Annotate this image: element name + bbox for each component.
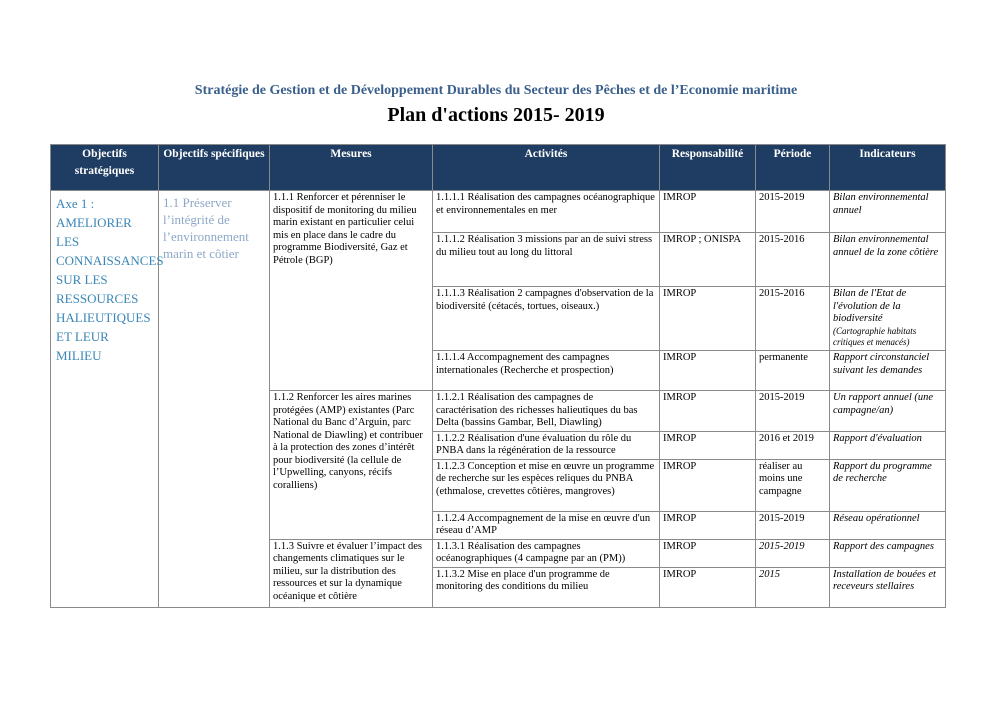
periode-cell: 2015-2019 [756, 191, 830, 233]
mesure-cell: 1.1.1 Renforcer et pérenniser le dispositif de monitoring du milieu marin existant en particulier celui mis en place dans le cadre du programme Biodiversité, Gaz et Pétrole (BGP) [270, 191, 433, 391]
activite-cell: 1.1.1.2 Réalisation 3 missions par an de suivi stress du milieu tout au long du littoral [433, 233, 660, 287]
header-periode: Période [756, 145, 830, 191]
responsabilite-cell: IMROP [660, 191, 756, 233]
periode-cell: 2015-2016 [756, 233, 830, 287]
header-indicateurs: Indicateurs [830, 145, 946, 191]
indicateur-cell [830, 287, 946, 351]
indicateur-cell: Rapport circonstanciel suivant les demandes [830, 351, 946, 391]
periode-cell: 2016 et 2019 [756, 431, 830, 459]
activite-cell: 1.1.1.1 Réalisation des campagnes océanographique et environnementales en mer [433, 191, 660, 233]
activite-cell: 1.1.1.4 Accompagnement des campagnes internationales (Recherche et prospection) [433, 351, 660, 391]
activite-cell: 1.1.2.1 Réalisation des campagnes de caractérisation des richesses halieutiques du bas Delta (bassins Gambar, Bell, Diawling) [433, 391, 660, 432]
periode-cell: réaliser au moins une campagne [756, 459, 830, 511]
indicateur-text: Bilan de l'Etat de l'évolution de la biodiversité [833, 288, 907, 324]
action-plan-table [50, 144, 946, 608]
periode-cell: 2015-2019 [756, 391, 830, 432]
indicateur-cell: Réseau opérationnel [830, 511, 946, 539]
document-subtitle: Stratégie de Gestion et de Développement Durables du Secteur des Pêches et de l’Economie maritime [194, 83, 798, 98]
activite-cell: 1.1.2.2 Réalisation d'une évaluation du rôle du PNBA dans la régénération de la ressource [433, 431, 660, 459]
activite-cell: 1.1.3.1 Réalisation des campagnes océanographiques (4 campagne par an (PM)) [433, 539, 660, 567]
periode-cell: 2015-2019 [756, 511, 830, 539]
indicateur-cell: Rapport d'évaluation [830, 431, 946, 459]
header-objectifs-strategiques: Objectifs stratégiques [51, 145, 159, 191]
table-header-row [51, 145, 946, 191]
responsabilite-cell: IMROP [660, 391, 756, 432]
indicateur-cell: Rapport du programme de recherche [830, 459, 946, 511]
strategic-objective-cell: Axe 1 : AMELIORER LES CONNAISSANCES SUR LES RESSOURCES HALIEUTIQUES ET LEUR MILIEU [51, 191, 159, 608]
responsabilite-cell: IMROP [660, 431, 756, 459]
responsabilite-cell: IMROP [660, 539, 756, 567]
activite-cell: 1.1.2.3 Conception et mise en œuvre un programme de recherche sur les espèces reliques du PNBA (ethmalose, crevettes côtières, mangroves) [433, 459, 660, 511]
header-mesures: Mesures [270, 145, 433, 191]
header-activites: Activités [433, 145, 660, 191]
header-objectifs-specifiques: Objectifs spécifiques [159, 145, 270, 191]
table-row [51, 191, 946, 233]
periode-cell: 2015 [756, 567, 830, 607]
responsabilite-cell: IMROP [660, 351, 756, 391]
mesure-cell: 1.1.2 Renforcer les aires marines protégées (AMP) existantes (Parc National du Banc d’Arguin, parc National de Diawling) et contribuer à la protection des zones d’intérêt pour biodiversité (la cellule de l’Upwelling, canyons, récifs coralliens) [270, 391, 433, 540]
indicateur-cell: Bilan environnemental annuel [830, 191, 946, 233]
periode-cell: 2015-2019 [756, 539, 830, 567]
periode-cell: 2015-2016 [756, 287, 830, 351]
mesure-cell: 1.1.3 Suivre et évaluer l’impact des changements climatiques sur le milieu, sur la distribution des ressources et sur la dynamique océanique et côtière [270, 539, 433, 607]
activite-cell: 1.1.2.4 Accompagnement de la mise en œuvre d'un réseau d’AMP [433, 511, 660, 539]
document-title: Plan d'actions 2015- 2019 [387, 104, 605, 126]
responsabilite-cell: IMROP ; ONISPA [660, 233, 756, 287]
periode-cell: permanente [756, 351, 830, 391]
activite-cell: 1.1.3.2 Mise en place d'un programme de monitoring des conditions du milieu [433, 567, 660, 607]
indicateur-cell: Un rapport annuel (une campagne/an) [830, 391, 946, 432]
header-responsabilite: Responsabilité [660, 145, 756, 191]
responsabilite-cell: IMROP [660, 567, 756, 607]
responsabilite-cell: IMROP [660, 287, 756, 351]
responsabilite-cell: IMROP [660, 511, 756, 539]
responsabilite-cell: IMROP [660, 459, 756, 511]
indicateur-note: (Cartographie habitats critiques et menacés) [833, 325, 917, 347]
specific-objective-cell: 1.1 Préserver l’intégrité de l’environnement marin et côtier [159, 191, 270, 608]
activite-cell: 1.1.1.3 Réalisation 2 campagnes d'observation de la biodiversité (cétacés, tortues, oiseaux.) [433, 287, 660, 351]
indicateur-cell: Installation de bouées et receveurs stellaires [830, 567, 946, 607]
indicateur-cell: Bilan environnemental annuel de la zone côtière [830, 233, 946, 287]
indicateur-cell: Rapport des campagnes [830, 539, 946, 567]
